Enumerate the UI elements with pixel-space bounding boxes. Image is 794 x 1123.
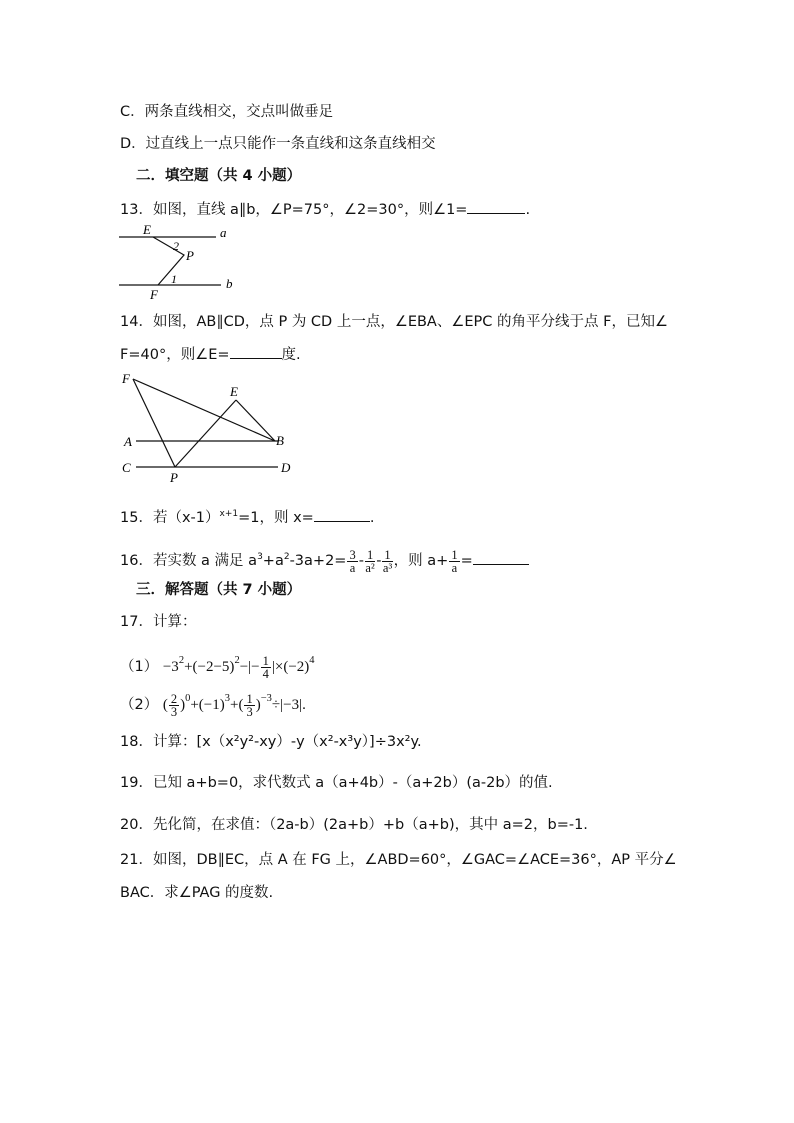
fraction-denominator: a bbox=[349, 560, 356, 575]
fraction-numerator: 3 bbox=[349, 547, 356, 562]
part-label: （2） bbox=[120, 697, 159, 713]
label-d: D bbox=[281, 460, 291, 475]
segment-fb bbox=[133, 379, 275, 441]
polyline-epf bbox=[153, 237, 184, 285]
label-p: P bbox=[170, 470, 178, 485]
label-angle-2: 2 bbox=[173, 239, 179, 253]
label-f: F bbox=[122, 371, 130, 386]
question-21-line2: BAC．求∠PAG 的度数. bbox=[120, 885, 274, 901]
fraction-numerator: 1 bbox=[262, 654, 269, 669]
minus-sign: - bbox=[358, 553, 364, 569]
figure-13 bbox=[116, 222, 246, 302]
expression-1 bbox=[162, 654, 315, 682]
answer-blank-14[interactable] bbox=[230, 343, 282, 359]
question-16-text-b: +a bbox=[262, 553, 284, 569]
answer-blank-15[interactable] bbox=[314, 506, 370, 522]
option-d: D．过直线上一点只能作一条直线和这条直线相交 bbox=[120, 136, 436, 152]
expr-term: |×(−2) bbox=[271, 659, 310, 675]
answer-blank-13[interactable] bbox=[467, 198, 525, 214]
question-14-line1: 14．如图，AB∥CD，点 P 为 CD 上一点，∠EBA、∠EPC 的角平分线于点 F，已知∠ bbox=[120, 314, 668, 330]
label-f: F bbox=[150, 287, 158, 302]
question-15-text-b: =1，则 x= bbox=[238, 510, 314, 526]
fraction-1-over-4 bbox=[261, 655, 271, 680]
expr-term: +(−2−5) bbox=[184, 659, 235, 675]
label-c: C bbox=[122, 460, 131, 475]
question-19: 19．已知 a+b=0，求代数式 a（a+4b）-（a+2b）(a-2b）的值. bbox=[120, 775, 553, 791]
question-13-end: . bbox=[525, 202, 531, 218]
expr-term: −|− bbox=[239, 659, 260, 675]
label-a: a bbox=[220, 225, 227, 240]
expr-term: ÷|−3|. bbox=[271, 697, 306, 713]
close-paren: ) bbox=[180, 697, 186, 713]
question-15 bbox=[120, 504, 374, 528]
question-14-text: F=40°，则∠E= bbox=[120, 347, 230, 363]
option-c: C．两条直线相交，交点叫做垂足 bbox=[120, 104, 334, 120]
label-b: B bbox=[276, 433, 284, 448]
fraction-denominator: 3 bbox=[246, 705, 253, 720]
exponent-2: 2 bbox=[283, 552, 290, 562]
question-16-text: 16．若实数 a 满足 a bbox=[120, 553, 258, 569]
question-16 bbox=[120, 540, 529, 578]
fraction-1-over-a bbox=[449, 549, 459, 574]
exponent-3: 3 bbox=[257, 552, 263, 562]
question-16-text-e: = bbox=[460, 553, 473, 569]
exponent-3: 3 bbox=[224, 693, 231, 704]
answer-blank-16[interactable] bbox=[473, 549, 529, 565]
fraction-denominator: a² bbox=[365, 560, 375, 575]
exponent-neg-3: −3 bbox=[260, 693, 272, 704]
question-15-end: . bbox=[369, 510, 375, 526]
question-13-text: 13．如图，直线 a∥b，∠P=75°，∠2=30°，则∠1= bbox=[120, 202, 468, 218]
section-fill-in-title: 二．填空题（共 4 小题） bbox=[136, 168, 302, 184]
question-20: 20．先化简，在求值：（2a-b）(2a+b）+b（a+b)，其中 a=2，b=-1. bbox=[120, 817, 588, 833]
section-answer-title: 三．解答题（共 7 小题） bbox=[136, 582, 302, 598]
expr-term: +(−1) bbox=[190, 697, 225, 713]
question-17: 17．计算： bbox=[120, 614, 197, 630]
minus-sign: - bbox=[376, 553, 382, 569]
exponent-2: 2 bbox=[234, 655, 240, 666]
question-21-line1: 21．如图，DB∥EC，点 A 在 FG 上，∠ABD=60°，∠GAC=∠ACE=36°，AP 平分∠ bbox=[120, 852, 677, 868]
fraction-numerator: 1 bbox=[451, 547, 458, 562]
question-16-text-d: ，则 a+ bbox=[393, 553, 449, 569]
label-e: E bbox=[230, 384, 238, 399]
fraction-numerator: 1 bbox=[384, 547, 391, 562]
open-paren: ( bbox=[162, 697, 168, 713]
segment-eb bbox=[236, 400, 275, 441]
fraction-denominator: a bbox=[451, 560, 458, 575]
question-14-line2 bbox=[120, 343, 301, 365]
fraction-1-over-a-squared bbox=[365, 549, 375, 574]
label-b: b bbox=[226, 276, 233, 291]
fraction-denominator: 4 bbox=[262, 667, 269, 682]
fraction-1-over-3 bbox=[244, 693, 254, 718]
label-p: P bbox=[186, 248, 194, 263]
fraction-denominator: 3 bbox=[170, 705, 178, 720]
fraction-1-over-a-cubed bbox=[382, 549, 392, 574]
exponent-4: 4 bbox=[309, 655, 315, 666]
question-17-part-1 bbox=[120, 644, 315, 684]
label-angle-1: 1 bbox=[171, 272, 177, 286]
fraction-denominator: a³ bbox=[382, 560, 393, 575]
fraction-numerator: 1 bbox=[366, 547, 374, 562]
question-15-text: 15．若（x-1） bbox=[120, 510, 220, 526]
question-16-text-c: -3a+2= bbox=[289, 553, 347, 569]
open-paren: ( bbox=[238, 697, 244, 713]
close-paren: ) bbox=[255, 697, 261, 713]
question-13 bbox=[120, 198, 530, 220]
fraction-numerator: 2 bbox=[170, 692, 178, 707]
question-15-exponent: x+1 bbox=[219, 509, 239, 519]
figure-14 bbox=[118, 370, 298, 488]
question-17-part-2 bbox=[120, 682, 306, 722]
fraction-2-over-3 bbox=[169, 693, 179, 718]
fraction-3-over-a bbox=[347, 549, 357, 574]
segment-fp bbox=[133, 379, 175, 467]
exponent-2: 2 bbox=[178, 655, 185, 666]
question-14-end: 度. bbox=[281, 347, 301, 363]
expression-2 bbox=[162, 692, 306, 720]
label-a: A bbox=[124, 434, 132, 449]
expr-term: −3 bbox=[162, 659, 179, 675]
exponent-0: 0 bbox=[185, 693, 191, 704]
plus-open: + bbox=[230, 697, 239, 713]
fraction-numerator: 1 bbox=[246, 692, 253, 707]
label-e: E bbox=[143, 222, 151, 237]
question-18: 18．计算：[x（x²y²-xy）-y（x²-x³y）]÷3x²y. bbox=[120, 734, 422, 750]
part-label: （1） bbox=[120, 659, 159, 675]
